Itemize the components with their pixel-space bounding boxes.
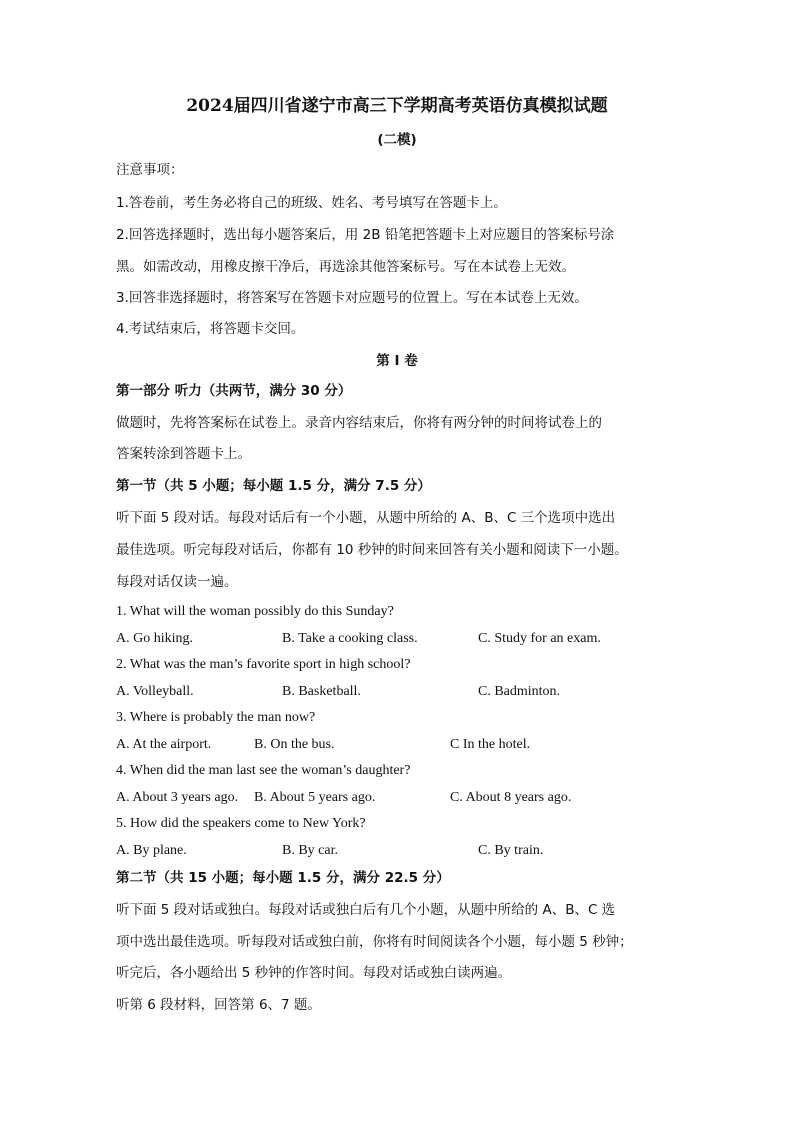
section2-heading: 第二节（共 15 小题；每小题 1.5 分，满分 22.5 分）	[116, 870, 450, 886]
page-subtitle: (二模)	[377, 132, 417, 148]
notice-item: 2.回答选择题时，选出每小题答案后，用 2B 铅笔把答题卡上对应题目的答案标号涂	[116, 227, 615, 243]
option-b: B. About 5 years ago.	[254, 790, 376, 805]
option-c: C. By train.	[478, 843, 544, 858]
question-stem: 4. When did the man last see the woman’s daughter?	[116, 763, 411, 778]
option-b: B. Take a cooking class.	[282, 631, 418, 646]
option-b: B. Basketball.	[282, 684, 361, 699]
notice-item: 黑。如需改动，用橡皮擦干净后，再选涂其他答案标号。写在本试卷上无效。	[116, 259, 575, 275]
page-title: 2024届四川省遂宁市高三下学期高考英语仿真模拟试题	[186, 96, 608, 116]
section1-heading: 第一节（共 5 小题；每小题 1.5 分，满分 7.5 分）	[116, 478, 431, 494]
option-a: A. About 3 years ago.	[116, 790, 239, 805]
volume-heading: 第 I 卷	[376, 353, 418, 369]
section2-intro-line: 听下面 5 段对话或独白。每段对话或独白后有几个小题，从题中所给的 A、B、C 选	[116, 902, 616, 918]
option-a: A. Go hiking.	[116, 631, 193, 646]
question-stem: 2. What was the man’s favorite sport in high school?	[116, 657, 411, 672]
option-a: A. At the airport.	[116, 737, 212, 752]
option-c: C. Badminton.	[478, 684, 561, 699]
question-stem: 1. What will the woman possibly do this Sunday?	[116, 604, 394, 619]
notice-heading: 注意事项：	[116, 162, 184, 178]
option-b: B. By car.	[282, 843, 338, 858]
section2-intro-line: 听完后，各小题给出 5 秒钟的作答时间。每段对话或独白读两遍。	[116, 965, 512, 981]
option-a: A. Volleyball.	[116, 684, 194, 699]
option-c: C. Study for an exam.	[478, 631, 601, 646]
part1-intro-line: 做题时，先将答案标在试卷上。录音内容结束后，你将有两分钟的时间将试卷上的	[116, 415, 602, 431]
section2-intro-line: 项中选出最佳选项。听每段对话或独白前，你将有时间阅读各个小题，每小题 5 秒钟；	[116, 934, 633, 950]
option-b: B. On the bus.	[254, 737, 335, 752]
question-stem: 5. How did the speakers come to New York?	[116, 816, 366, 831]
question-stem: 3. Where is probably the man now?	[116, 710, 316, 725]
notice-item: 3.回答非选择题时，将答案写在答题卡对应题号的位置上。写在本试卷上无效。	[116, 290, 588, 306]
option-c: C In the hotel.	[450, 737, 531, 752]
part1-heading: 第一部分 听力（共两节，满分 30 分）	[116, 383, 352, 399]
notice-item: 1.答卷前，考生务必将自己的班级、姓名、考号填写在答题卡上。	[116, 195, 507, 211]
notice-item: 4.考试结束后，将答题卡交回。	[116, 321, 305, 337]
section1-intro-line: 最佳选项。听完每段对话后，你都有 10 秒钟的时间来回答有关小题和阅读下一小题。	[116, 542, 628, 558]
part1-intro-line: 答案转涂到答题卡上。	[116, 446, 251, 462]
section2-intro-line: 听第 6 段材料，回答第 6、7 题。	[116, 997, 321, 1013]
option-c: C. About 8 years ago.	[450, 790, 572, 805]
option-a: A. By plane.	[116, 843, 187, 858]
section1-intro-line: 听下面 5 段对话。每段对话后有一个小题，从题中所给的 A、B、C 三个选项中选出	[116, 510, 616, 526]
section1-intro-line: 每段对话仅读一遍。	[116, 574, 238, 590]
